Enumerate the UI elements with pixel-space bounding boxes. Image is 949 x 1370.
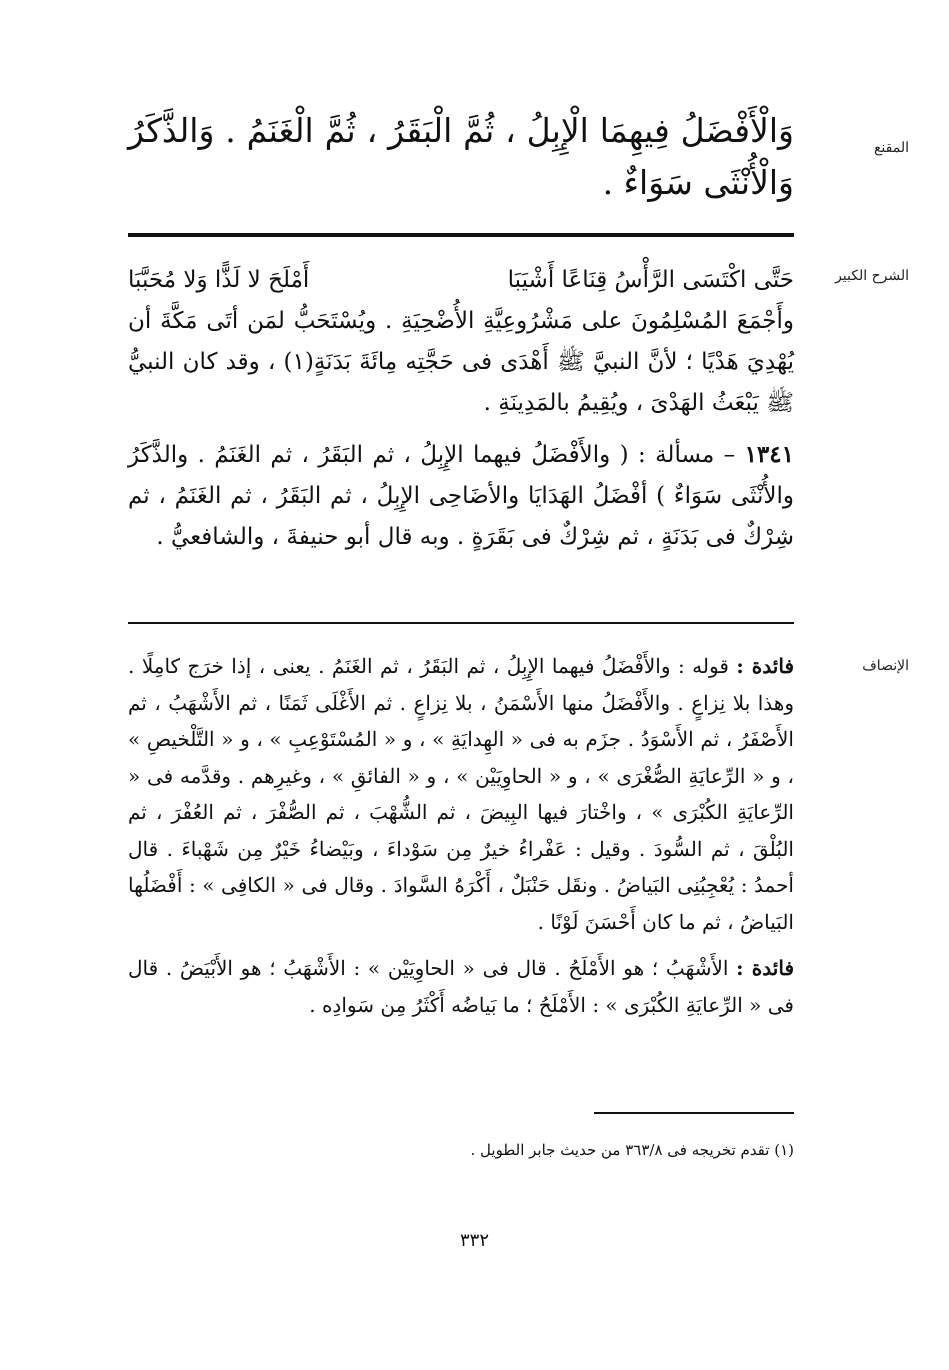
sharh-text-block bbox=[128, 260, 794, 558]
insaf-faida-2 bbox=[128, 950, 794, 1023]
section-divider-thick bbox=[128, 233, 794, 237]
verse-second-hemistich: أَمْلَحَ لا لَذًّا وَلا مُحَبَّبَا bbox=[128, 267, 310, 293]
insaf-text-block bbox=[128, 648, 794, 1023]
muqni-text-block bbox=[128, 105, 794, 209]
label-sharh: الشرح الكبير bbox=[835, 268, 909, 284]
faida-2-text: الأَشْهَبُ ؛ هو الأَمْلَحُ . قال فى « الحاوِيَيْن » : الأَشْهَبُ ؛ هو الأَبْيَضُ . قال فى « الرِّعايَةِ الكُبْرَى » : الأَمْلَحُ ؛ ما بَياضُه أَكْثَرُ مِن سَوادِه . bbox=[128, 956, 794, 1017]
footnote: (١) تقدم تخريجه فى ٣٦٣/٨ من حديث جابر الطويل . bbox=[470, 1141, 794, 1159]
faida-2-label: فائدة : bbox=[736, 956, 795, 980]
footnote-divider bbox=[594, 1112, 794, 1114]
faida-1-label: فائدة : bbox=[736, 654, 795, 678]
masala-text: – مسألة : ( والأَفْضَلُ فيهما الإِبِلُ ، ثم البَقَرُ ، ثم الغَنَمُ . والذَّكَرُ والأُنْثَى سَوَاءٌ ) أفْضَلُ الهَدَايَا والأضَاحِى الإِبِلُ ، ثم البَقَرُ ، ثم الغَنَمُ ، ثم شِرْكٌ فى بَدَنَةٍ ، ثم شِرْكٌ فى بَقَرَةٍ . وبه قال أبو حنيفةَ ، والشافعيُّ . bbox=[128, 442, 794, 550]
verse-first-hemistich: حَتَّى اكْتَسَى الرَّأْسُ قِنَاعًا أَشْيَبَا bbox=[507, 267, 794, 293]
faida-1-text: قوله : والأَفْضَلُ فيهما الإِبِلُ ، ثم البَقَرُ ، ثم الغَنَمُ . يعنى ، إذا خرَج كامِلًا . وهذا بلا نِزاعٍ . والأَفْضَلُ منها الأَسْمَنُ ، بلا نِزاعٍ . ثم الأَغْلَى ثَمَنًا ، ثم الأَشْهَبُ ، ثم الأَصْفَرُ ، ثم الأَسْوَدُ . جزَم به فى « الهِدايَةِ » ، و « المُسْتَوْعِبِ » ، و « التَّلْخيصِ » ، و « الرِّعايَةِ الصُّغْرَى » ، و « الحاوِيَيْن » ، و « الفائقِ » ، وغيرِهم . وقدَّمه فى « الرِّعايَةِ الكُبْرَى » ، واخْتارَ فيها البِيضَ ، ثم الشُّهْبَ ، ثم الصُّفْرَ ، ثم العُفْرَ ، ثم البُلْقَ ، ثم السُّودَ . وقيل : عَفْراءُ خيرٌ مِن سَوْداءَ ، وبَيْضاءُ خَيْرٌ مِن شَهْباءَ . قال أحمدُ : يُعْجِبُنِى البَياضُ . ونقَل حَنْبَلٌ ، أَكْرَهُ السَّوادَ . وقال فى « الكافِى » : أَفْضَلُها البَياضُ ، ثم ما كان أَحْسَنَ لَوْنًا . bbox=[128, 654, 794, 934]
poetry-verse bbox=[128, 260, 794, 301]
sharh-paragraph-2 bbox=[128, 434, 794, 558]
insaf-faida-1 bbox=[128, 648, 794, 940]
section-divider-thin bbox=[128, 622, 794, 624]
sharh-paragraph-1: وأَجْمَعَ المُسْلِمُونَ على مَشْرُوعِيَّةِ الأُضْحِيَةِ . ويُسْتَحَبُّ لمَن أتَى مَكَّةَ أن يُهْدِيَ هَدْيًا ؛ لأنَّ النبيَّ ﷺ أَهْدَى فى حَجَّتِه مِائَةَ بَدَنَةٍ(١) ، وقد كان النبيُّ ﷺ يَبْعَثُ الهَدْىَ ، ويُقِيمُ بالمَدِينَةِ . bbox=[128, 308, 794, 416]
label-insaf: الإنصاف bbox=[862, 658, 909, 674]
masala-number: ١٣٤١ bbox=[744, 441, 794, 468]
muqni-text: وَالْأَفْضَلُ فِيهِمَا الْإِبِلُ ، ثُمَّ الْبَقَرُ ، ثُمَّ الْغَنَمُ . وَالذَّكَرُ وَالْأُنْثَى سَوَاءٌ . bbox=[128, 111, 794, 202]
label-muqni: المقنع bbox=[873, 140, 909, 156]
page-number: ٣٣٢ bbox=[459, 1230, 489, 1251]
